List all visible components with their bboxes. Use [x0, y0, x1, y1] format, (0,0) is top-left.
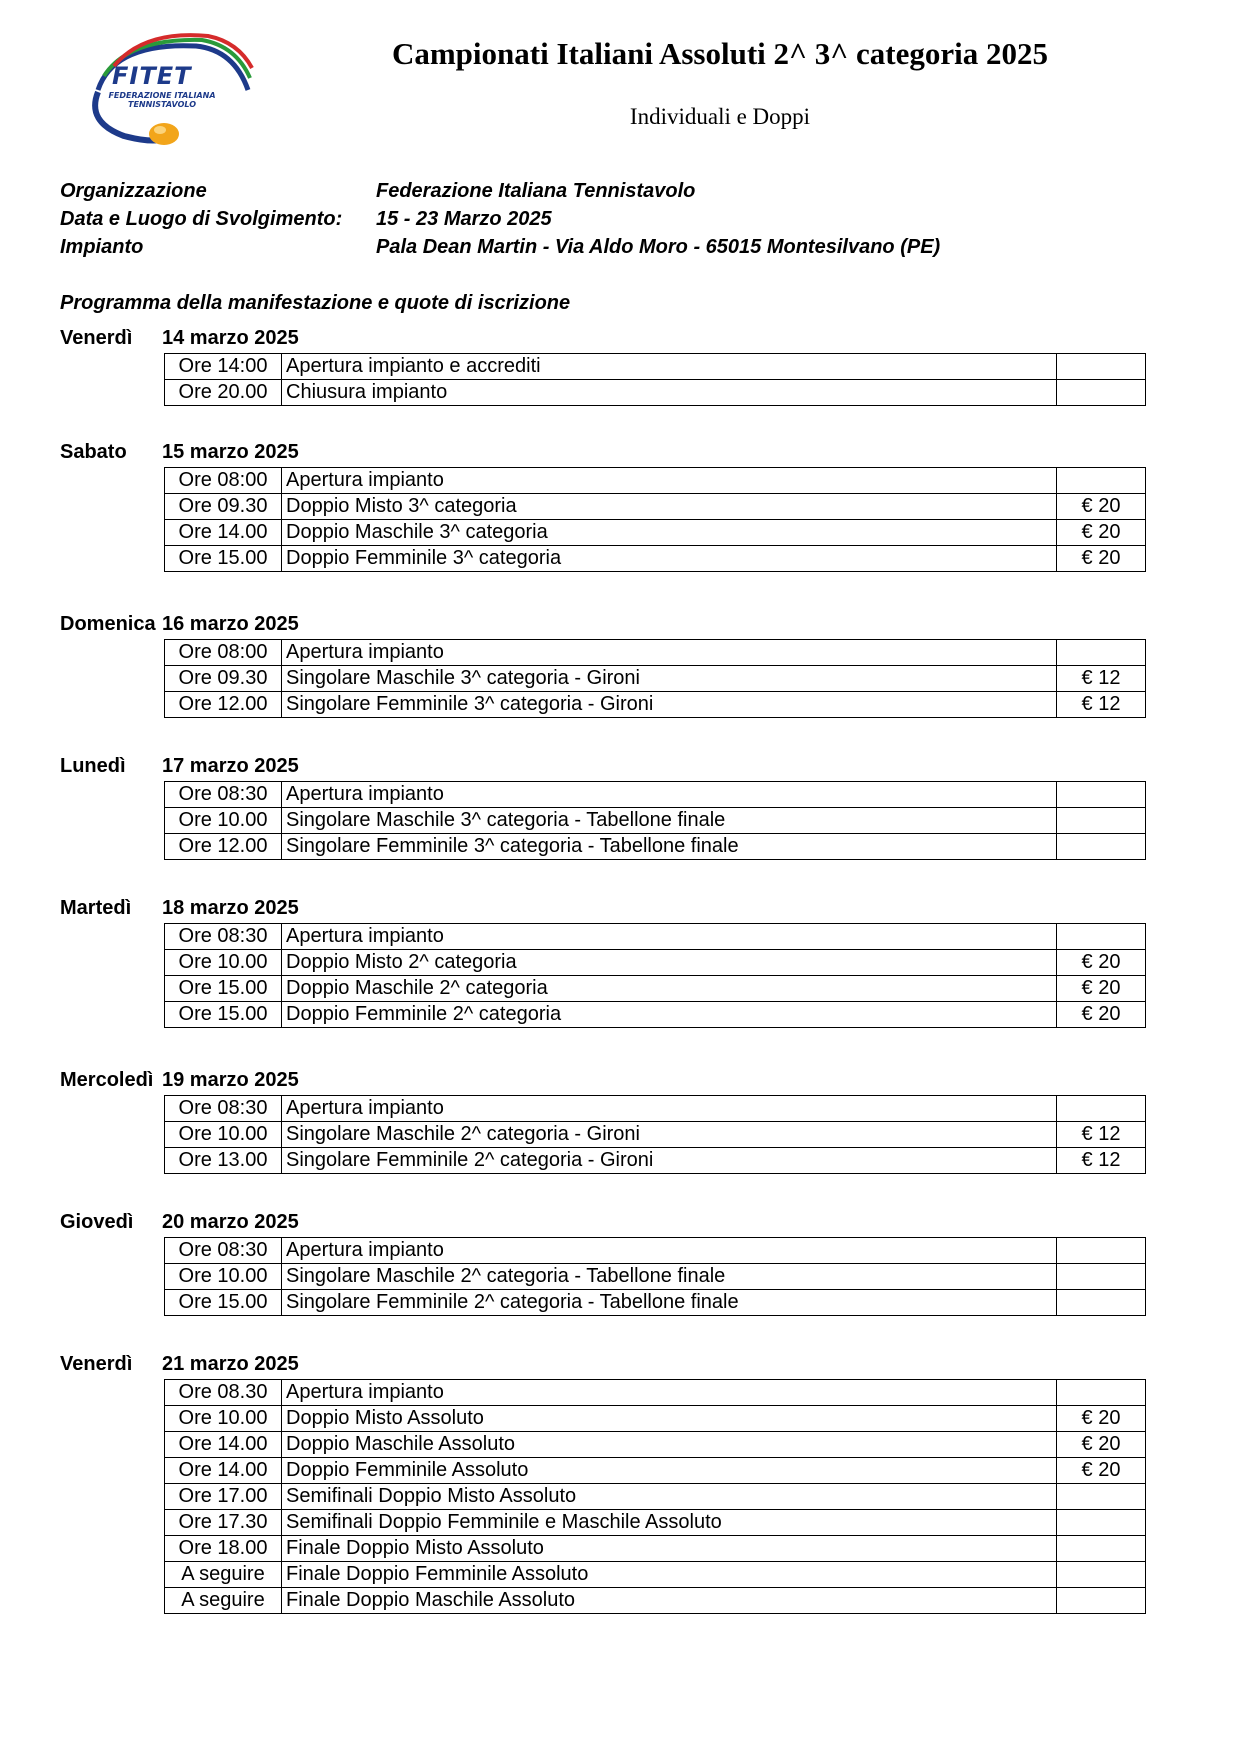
schedule-table: [164, 1095, 1146, 1174]
table-row: [165, 1002, 1146, 1028]
logo-subtitle: FEDERAZIONE ITALIANA TENNISTAVOLO: [108, 91, 216, 109]
time-cell: Ore 15.00: [165, 976, 282, 1002]
table-row: [165, 924, 1146, 950]
fee-cell: € 20: [1057, 520, 1146, 546]
fee-cell: [1057, 380, 1146, 406]
table-row: [165, 546, 1146, 572]
event-cell: Doppio Femminile Assoluto: [282, 1458, 1057, 1484]
time-cell: Ore 09.30: [165, 666, 282, 692]
day-date: 17 marzo 2025: [162, 755, 299, 777]
time-cell: Ore 10.00: [165, 950, 282, 976]
schedule-table: [164, 1237, 1146, 1316]
fee-cell: [1057, 1238, 1146, 1264]
fee-cell: [1057, 1510, 1146, 1536]
event-cell: Singolare Maschile 2^ categoria - Tabellone finale: [282, 1264, 1057, 1290]
venue-value: Pala Dean Martin - Via Aldo Moro - 65015 Montesilvano (PE): [376, 236, 941, 258]
day-date: 18 marzo 2025: [162, 897, 299, 919]
event-cell: Doppio Femminile 2^ categoria: [282, 1002, 1057, 1028]
event-cell: Apertura impianto: [282, 1238, 1057, 1264]
event-cell: Apertura impianto: [282, 468, 1057, 494]
time-cell: Ore 10.00: [165, 808, 282, 834]
day-date: 20 marzo 2025: [162, 1211, 299, 1233]
time-cell: Ore 08:30: [165, 782, 282, 808]
table-row: [165, 354, 1146, 380]
fee-cell: [1057, 924, 1146, 950]
event-cell: Doppio Misto 3^ categoria: [282, 494, 1057, 520]
time-cell: Ore 08.30: [165, 1380, 282, 1406]
fee-cell: € 12: [1057, 1122, 1146, 1148]
table-row: [165, 468, 1146, 494]
time-cell: Ore 15.00: [165, 1290, 282, 1316]
fee-cell: [1057, 640, 1146, 666]
table-row: [165, 834, 1146, 860]
fee-cell: [1057, 808, 1146, 834]
time-cell: Ore 08:00: [165, 640, 282, 666]
day-name: Domenica: [60, 613, 156, 635]
time-cell: Ore 09.30: [165, 494, 282, 520]
fee-cell: [1057, 1536, 1146, 1562]
event-cell: Semifinali Doppio Femminile e Maschile Assoluto: [282, 1510, 1057, 1536]
page-subtitle: Individuali e Doppi: [629, 104, 811, 129]
day-name: Venerdì: [60, 1353, 133, 1375]
event-cell: Singolare Femminile 2^ categoria - Tabellone finale: [282, 1290, 1057, 1316]
table-row: [165, 640, 1146, 666]
day-date: 19 marzo 2025: [162, 1069, 299, 1091]
time-cell: Ore 10.00: [165, 1406, 282, 1432]
event-cell: Doppio Misto 2^ categoria: [282, 950, 1057, 976]
time-cell: Ore 10.00: [165, 1122, 282, 1148]
table-row: [165, 666, 1146, 692]
organization-label: Organizzazione: [60, 180, 207, 202]
fee-cell: [1057, 468, 1146, 494]
table-row: [165, 1562, 1146, 1588]
event-cell: Chiusura impianto: [282, 380, 1057, 406]
fee-cell: € 12: [1057, 666, 1146, 692]
event-cell: Doppio Maschile 2^ categoria: [282, 976, 1057, 1002]
event-cell: Semifinali Doppio Misto Assoluto: [282, 1484, 1057, 1510]
table-row: [165, 782, 1146, 808]
event-cell: Apertura impianto: [282, 782, 1057, 808]
time-cell: Ore 08:30: [165, 1096, 282, 1122]
day-name: Martedì: [60, 897, 132, 919]
time-cell: Ore 14:00: [165, 354, 282, 380]
time-cell: Ore 12.00: [165, 692, 282, 718]
time-cell: Ore 15.00: [165, 546, 282, 572]
schedule-table: [164, 353, 1146, 406]
time-cell: Ore 08:30: [165, 924, 282, 950]
schedule-table: [164, 467, 1146, 572]
table-row: [165, 808, 1146, 834]
event-cell: Apertura impianto: [282, 1096, 1057, 1122]
fee-cell: [1057, 1588, 1146, 1614]
table-row: [165, 1536, 1146, 1562]
event-cell: Singolare Maschile 2^ categoria - Gironi: [282, 1122, 1057, 1148]
fee-cell: [1057, 354, 1146, 380]
table-row: [165, 1096, 1146, 1122]
time-cell: Ore 13.00: [165, 1148, 282, 1174]
fee-cell: [1057, 1562, 1146, 1588]
table-row: [165, 380, 1146, 406]
table-row: [165, 1406, 1146, 1432]
fee-cell: € 20: [1057, 1406, 1146, 1432]
time-cell: A seguire: [165, 1588, 282, 1614]
fitet-logo: [84, 32, 254, 150]
schedule-table: [164, 639, 1146, 718]
event-cell: Doppio Maschile Assoluto: [282, 1432, 1057, 1458]
time-cell: Ore 14.00: [165, 520, 282, 546]
event-cell: Apertura impianto: [282, 1380, 1057, 1406]
page-title: Campionati Italiani Assoluti 2^ 3^ categoria 2025: [391, 36, 1049, 71]
schedule-table: [164, 1379, 1146, 1614]
event-cell: Finale Doppio Maschile Assoluto: [282, 1588, 1057, 1614]
table-row: [165, 1588, 1146, 1614]
fee-cell: € 20: [1057, 976, 1146, 1002]
table-row: [165, 1380, 1146, 1406]
day-name: Mercoledì: [60, 1069, 154, 1091]
table-row: [165, 1510, 1146, 1536]
day-name: Lunedì: [60, 755, 126, 777]
fee-cell: € 20: [1057, 546, 1146, 572]
event-cell: Finale Doppio Misto Assoluto: [282, 1536, 1057, 1562]
time-cell: Ore 20.00: [165, 380, 282, 406]
table-row: [165, 976, 1146, 1002]
day-date: 16 marzo 2025: [162, 613, 299, 635]
fee-cell: € 20: [1057, 494, 1146, 520]
table-row: [165, 1458, 1146, 1484]
logo-name: FITET: [112, 62, 192, 90]
date-value: 15 - 23 Marzo 2025: [376, 208, 552, 230]
time-cell: Ore 08:00: [165, 468, 282, 494]
fee-cell: [1057, 834, 1146, 860]
fee-cell: [1057, 1290, 1146, 1316]
time-cell: Ore 08:30: [165, 1238, 282, 1264]
schedule-table: [164, 923, 1146, 1028]
time-cell: Ore 14.00: [165, 1432, 282, 1458]
time-cell: Ore 17.00: [165, 1484, 282, 1510]
event-cell: Apertura impianto: [282, 640, 1057, 666]
day-name: Venerdì: [60, 327, 133, 349]
fee-cell: € 12: [1057, 1148, 1146, 1174]
table-row: [165, 1148, 1146, 1174]
table-row: [165, 1432, 1146, 1458]
date-label: Data e Luogo di Svolgimento:: [60, 208, 343, 230]
fee-cell: € 20: [1057, 1002, 1146, 1028]
organization-value: Federazione Italiana Tennistavolo: [376, 180, 696, 202]
table-row: [165, 1484, 1146, 1510]
event-cell: Apertura impianto: [282, 924, 1057, 950]
event-cell: Finale Doppio Femminile Assoluto: [282, 1562, 1057, 1588]
event-cell: Singolare Maschile 3^ categoria - Gironi: [282, 666, 1057, 692]
event-cell: Singolare Femminile 3^ categoria - Gironi: [282, 692, 1057, 718]
time-cell: Ore 15.00: [165, 1002, 282, 1028]
table-row: [165, 692, 1146, 718]
fee-cell: € 12: [1057, 692, 1146, 718]
event-cell: Doppio Femminile 3^ categoria: [282, 546, 1057, 572]
event-cell: Singolare Femminile 3^ categoria - Tabellone finale: [282, 834, 1057, 860]
fee-cell: € 20: [1057, 950, 1146, 976]
table-row: [165, 494, 1146, 520]
table-row: [165, 1290, 1146, 1316]
program-title: Programma della manifestazione e quote di iscrizione: [60, 292, 571, 314]
table-row: [165, 1238, 1146, 1264]
fee-cell: [1057, 1264, 1146, 1290]
time-cell: Ore 18.00: [165, 1536, 282, 1562]
table-row: [165, 950, 1146, 976]
time-cell: Ore 17.30: [165, 1510, 282, 1536]
event-cell: Singolare Femminile 2^ categoria - Gironi: [282, 1148, 1057, 1174]
event-cell: Singolare Maschile 3^ categoria - Tabellone finale: [282, 808, 1057, 834]
time-cell: Ore 10.00: [165, 1264, 282, 1290]
fee-cell: [1057, 1380, 1146, 1406]
fee-cell: [1057, 1484, 1146, 1510]
event-cell: Doppio Maschile 3^ categoria: [282, 520, 1057, 546]
day-date: 21 marzo 2025: [162, 1353, 299, 1375]
day-date: 15 marzo 2025: [162, 441, 299, 463]
table-row: [165, 1264, 1146, 1290]
venue-label: Impianto: [60, 236, 144, 258]
table-row: [165, 1122, 1146, 1148]
fee-cell: [1057, 782, 1146, 808]
table-row: [165, 520, 1146, 546]
event-cell: Doppio Misto Assoluto: [282, 1406, 1057, 1432]
time-cell: Ore 14.00: [165, 1458, 282, 1484]
fee-cell: [1057, 1096, 1146, 1122]
schedule-table: [164, 781, 1146, 860]
fee-cell: € 20: [1057, 1432, 1146, 1458]
day-name: Sabato: [60, 441, 127, 463]
fee-cell: € 20: [1057, 1458, 1146, 1484]
day-date: 14 marzo 2025: [162, 327, 299, 349]
day-name: Giovedì: [60, 1211, 134, 1233]
time-cell: A seguire: [165, 1562, 282, 1588]
time-cell: Ore 12.00: [165, 834, 282, 860]
event-cell: Apertura impianto e accrediti: [282, 354, 1057, 380]
